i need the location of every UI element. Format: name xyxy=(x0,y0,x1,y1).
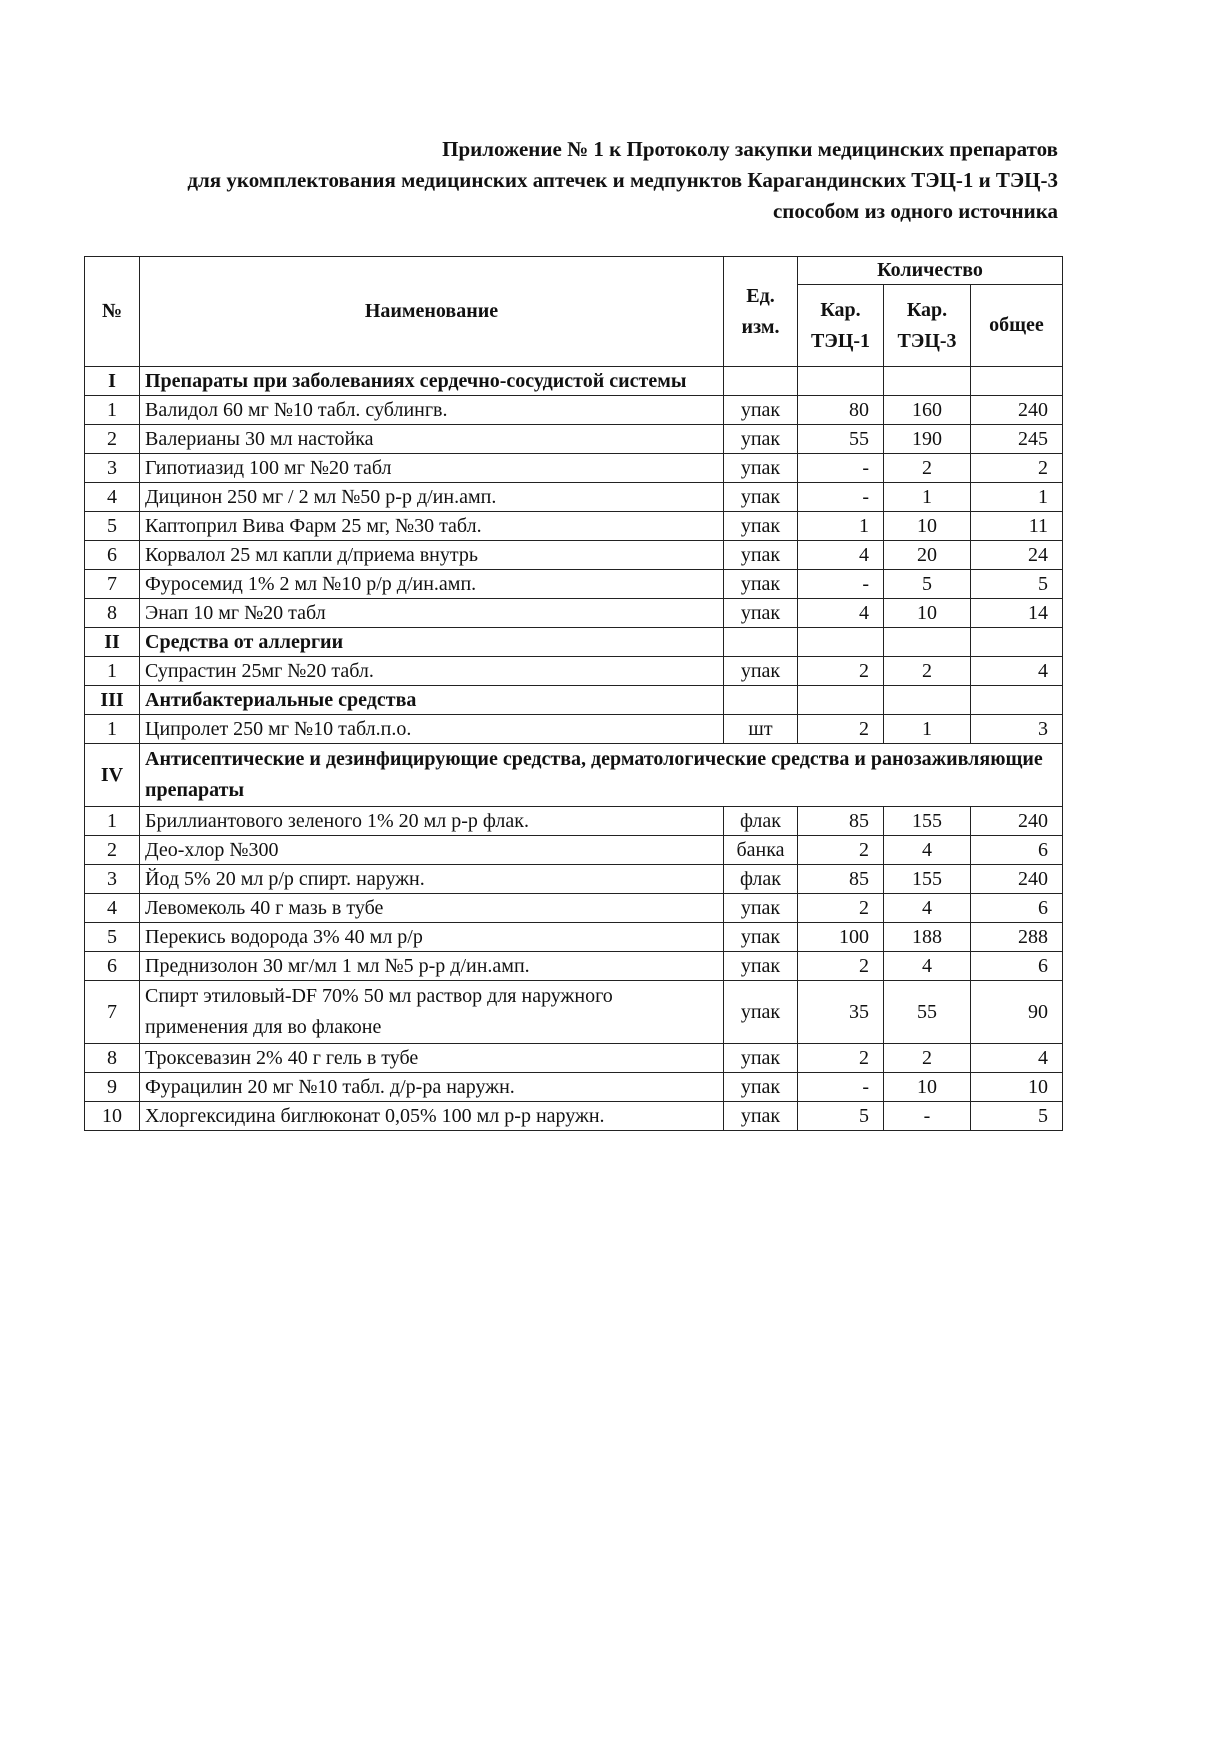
item-number: 3 xyxy=(85,865,140,894)
item-number: 2 xyxy=(85,425,140,454)
item-qty-tec1: 2 xyxy=(798,657,884,686)
empty-cell xyxy=(884,367,971,396)
item-qty-tec3: 2 xyxy=(884,657,971,686)
empty-cell xyxy=(971,628,1063,657)
item-qty-total: 4 xyxy=(971,657,1063,686)
table-row xyxy=(85,715,1063,744)
section-row xyxy=(85,367,1063,396)
header-name: Наименование xyxy=(140,257,724,367)
item-number: 3 xyxy=(85,454,140,483)
item-qty-tec1: 5 xyxy=(798,1102,884,1131)
section-number: III xyxy=(85,686,140,715)
section-title: Препараты при заболеваниях сердечно-сосудистой системы xyxy=(140,367,724,396)
item-name: Бриллиантового зеленого 1% 20 мл р-р флак. xyxy=(140,807,724,836)
item-unit: упак xyxy=(724,923,798,952)
item-name: Перекись водорода 3% 40 мл р/р xyxy=(140,923,724,952)
item-number: 1 xyxy=(85,807,140,836)
item-qty-tec3: 1 xyxy=(884,483,971,512)
item-unit: упак xyxy=(724,1073,798,1102)
header-unit-line-1: Ед. xyxy=(746,284,775,307)
item-number: 1 xyxy=(85,657,140,686)
item-qty-tec3: 55 xyxy=(884,981,971,1044)
section-title: Антисептические и дезинфицирующие средства, дерматологические средства и ранозаживляющие препараты xyxy=(140,744,1063,807)
item-name: Йод 5% 20 мл р/р спирт. наружн. xyxy=(140,865,724,894)
item-name: Фуросемид 1% 2 мл №10 р/р д/ин.амп. xyxy=(140,570,724,599)
item-qty-tec1: 35 xyxy=(798,981,884,1044)
item-unit: упак xyxy=(724,952,798,981)
item-qty-tec1: 2 xyxy=(798,836,884,865)
item-qty-tec1: 85 xyxy=(798,807,884,836)
header-tec3 xyxy=(884,285,971,367)
item-qty-tec1: - xyxy=(798,570,884,599)
item-name: Каптоприл Вива Фарм 25 мг, №30 табл. xyxy=(140,512,724,541)
item-qty-tec3: 188 xyxy=(884,923,971,952)
empty-cell xyxy=(724,628,798,657)
item-unit: упак xyxy=(724,657,798,686)
item-qty-total: 240 xyxy=(971,865,1063,894)
item-qty-total: 14 xyxy=(971,599,1063,628)
table-row xyxy=(85,599,1063,628)
item-unit: упак xyxy=(724,981,798,1044)
item-unit: упак xyxy=(724,599,798,628)
item-name: Део-хлор №300 xyxy=(140,836,724,865)
item-qty-total: 245 xyxy=(971,425,1063,454)
item-qty-tec3: 20 xyxy=(884,541,971,570)
item-qty-tec3: 190 xyxy=(884,425,971,454)
item-qty-tec3: 4 xyxy=(884,894,971,923)
table-row xyxy=(85,952,1063,981)
item-qty-tec1: 55 xyxy=(798,425,884,454)
item-name: Спирт этиловый-DF 70% 50 мл раствор для наружного применения для во флаконе xyxy=(140,981,724,1044)
item-number: 5 xyxy=(85,512,140,541)
item-qty-tec3: 10 xyxy=(884,512,971,541)
item-qty-tec3: 2 xyxy=(884,454,971,483)
item-qty-tec1: - xyxy=(798,1073,884,1102)
item-qty-tec3: 4 xyxy=(884,952,971,981)
item-qty-total: 11 xyxy=(971,512,1063,541)
table-row xyxy=(85,570,1063,599)
item-qty-tec1: 4 xyxy=(798,599,884,628)
item-name: Супрастин 25мг №20 табл. xyxy=(140,657,724,686)
item-number: 5 xyxy=(85,923,140,952)
item-qty-tec3: 160 xyxy=(884,396,971,425)
item-name: Фурацилин 20 мг №10 табл. д/р-ра наружн. xyxy=(140,1073,724,1102)
section-row xyxy=(85,628,1063,657)
item-unit: упак xyxy=(724,512,798,541)
table-row xyxy=(85,981,1063,1044)
section-row xyxy=(85,744,1063,807)
item-qty-tec3: 5 xyxy=(884,570,971,599)
item-name: Корвалол 25 мл капли д/приема внутрь xyxy=(140,541,724,570)
item-qty-tec1: 2 xyxy=(798,952,884,981)
item-number: 8 xyxy=(85,599,140,628)
header-tec3-line-1: Кар. xyxy=(906,298,948,321)
section-title: Средства от аллергии xyxy=(140,628,724,657)
item-qty-total: 6 xyxy=(971,836,1063,865)
table-row xyxy=(85,836,1063,865)
item-unit: упак xyxy=(724,483,798,512)
item-qty-total: 3 xyxy=(971,715,1063,744)
medicines-table xyxy=(84,256,1063,1131)
item-qty-total: 6 xyxy=(971,952,1063,981)
empty-cell xyxy=(884,628,971,657)
item-name: Левомеколь 40 г мазь в тубе xyxy=(140,894,724,923)
document-title xyxy=(60,134,1058,227)
item-unit: флак xyxy=(724,807,798,836)
item-qty-total: 288 xyxy=(971,923,1063,952)
item-qty-total: 240 xyxy=(971,807,1063,836)
empty-cell xyxy=(798,367,884,396)
empty-cell xyxy=(971,367,1063,396)
item-qty-total: 1 xyxy=(971,483,1063,512)
item-qty-total: 4 xyxy=(971,1044,1063,1073)
item-qty-tec1: 85 xyxy=(798,865,884,894)
item-qty-tec3: 10 xyxy=(884,599,971,628)
item-qty-total: 2 xyxy=(971,454,1063,483)
table-row xyxy=(85,483,1063,512)
section-number: I xyxy=(85,367,140,396)
empty-cell xyxy=(798,628,884,657)
item-qty-tec3: 155 xyxy=(884,865,971,894)
table-row xyxy=(85,425,1063,454)
item-unit: упак xyxy=(724,1102,798,1131)
header-tec1 xyxy=(798,285,884,367)
table-row xyxy=(85,1044,1063,1073)
header-total: общее xyxy=(971,285,1063,367)
item-qty-tec3: 2 xyxy=(884,1044,971,1073)
empty-cell xyxy=(798,686,884,715)
item-number: 1 xyxy=(85,715,140,744)
item-qty-tec1: 100 xyxy=(798,923,884,952)
item-number: 7 xyxy=(85,981,140,1044)
item-qty-total: 5 xyxy=(971,570,1063,599)
header-num: № xyxy=(85,257,140,367)
table-row xyxy=(85,1102,1063,1131)
item-qty-tec1: - xyxy=(798,483,884,512)
item-unit: упак xyxy=(724,894,798,923)
table-row xyxy=(85,541,1063,570)
empty-cell xyxy=(884,686,971,715)
item-number: 10 xyxy=(85,1102,140,1131)
item-unit: упак xyxy=(724,570,798,599)
item-qty-tec3: 1 xyxy=(884,715,971,744)
item-number: 4 xyxy=(85,894,140,923)
title-line-3: способом из одного источника xyxy=(772,199,1058,223)
section-number: II xyxy=(85,628,140,657)
empty-cell xyxy=(971,686,1063,715)
item-name: Хлоргексидина биглюконат 0,05% 100 мл р-р наружн. xyxy=(140,1102,724,1131)
item-qty-tec1: 4 xyxy=(798,541,884,570)
item-name: Преднизолон 30 мг/мл 1 мл №5 р-р д/ин.амп. xyxy=(140,952,724,981)
section-row xyxy=(85,686,1063,715)
table-row xyxy=(85,865,1063,894)
header-unit-line-2: изм. xyxy=(741,315,780,338)
section-title: Антибактериальные средства xyxy=(140,686,724,715)
table-row xyxy=(85,657,1063,686)
item-name: Дицинон 250 мг / 2 мл №50 р-р д/ин.амп. xyxy=(140,483,724,512)
item-qty-total: 10 xyxy=(971,1073,1063,1102)
empty-cell xyxy=(724,686,798,715)
item-number: 6 xyxy=(85,541,140,570)
item-name: Валидол 60 мг №10 табл. сублингв. xyxy=(140,396,724,425)
item-qty-tec1: 2 xyxy=(798,894,884,923)
item-unit: шт xyxy=(724,715,798,744)
item-unit: упак xyxy=(724,425,798,454)
header-tec1-line-1: Кар. xyxy=(820,298,861,321)
item-number: 6 xyxy=(85,952,140,981)
item-qty-total: 5 xyxy=(971,1102,1063,1131)
item-qty-tec1: - xyxy=(798,454,884,483)
item-qty-tec3: 10 xyxy=(884,1073,971,1102)
header-tec1-line-2: ТЭЦ-1 xyxy=(810,329,871,352)
item-name: Гипотиазид 100 мг №20 табл xyxy=(140,454,724,483)
table-row xyxy=(85,512,1063,541)
item-qty-total: 24 xyxy=(971,541,1063,570)
header-quantity: Количество xyxy=(798,257,1063,285)
item-number: 8 xyxy=(85,1044,140,1073)
item-unit: упак xyxy=(724,396,798,425)
item-number: 9 xyxy=(85,1073,140,1102)
table-row xyxy=(85,923,1063,952)
header-unit xyxy=(724,257,798,367)
item-qty-total: 6 xyxy=(971,894,1063,923)
item-unit: упак xyxy=(724,1044,798,1073)
item-qty-total: 90 xyxy=(971,981,1063,1044)
item-qty-total: 240 xyxy=(971,396,1063,425)
section-number: IV xyxy=(85,744,140,807)
item-number: 4 xyxy=(85,483,140,512)
item-unit: упак xyxy=(724,454,798,483)
title-line-2: для укомплектования медицинских аптечек и медпунктов Карагандинских ТЭЦ-1 и ТЭЦ-3 xyxy=(187,168,1058,192)
item-name: Ципролет 250 мг №10 табл.п.о. xyxy=(140,715,724,744)
item-qty-tec1: 2 xyxy=(798,715,884,744)
item-qty-tec1: 2 xyxy=(798,1044,884,1073)
item-unit: упак xyxy=(724,541,798,570)
title-line-1: Приложение № 1 к Протоколу закупки медицинских препаратов xyxy=(442,137,1058,161)
table-row xyxy=(85,1073,1063,1102)
item-qty-tec1: 80 xyxy=(798,396,884,425)
header-tec3-line-2: ТЭЦ-3 xyxy=(897,329,957,352)
item-unit: флак xyxy=(724,865,798,894)
item-name: Валерианы 30 мл настойка xyxy=(140,425,724,454)
item-qty-tec1: 1 xyxy=(798,512,884,541)
table-row xyxy=(85,807,1063,836)
item-name: Энап 10 мг №20 табл xyxy=(140,599,724,628)
item-name: Троксевазин 2% 40 г гель в тубе xyxy=(140,1044,724,1073)
item-qty-tec3: 4 xyxy=(884,836,971,865)
item-unit: банка xyxy=(724,836,798,865)
item-number: 1 xyxy=(85,396,140,425)
item-number: 2 xyxy=(85,836,140,865)
item-qty-tec3: - xyxy=(884,1102,971,1131)
table-row xyxy=(85,894,1063,923)
table-row xyxy=(85,396,1063,425)
empty-cell xyxy=(724,367,798,396)
table-row xyxy=(85,454,1063,483)
item-number: 7 xyxy=(85,570,140,599)
item-qty-tec3: 155 xyxy=(884,807,971,836)
